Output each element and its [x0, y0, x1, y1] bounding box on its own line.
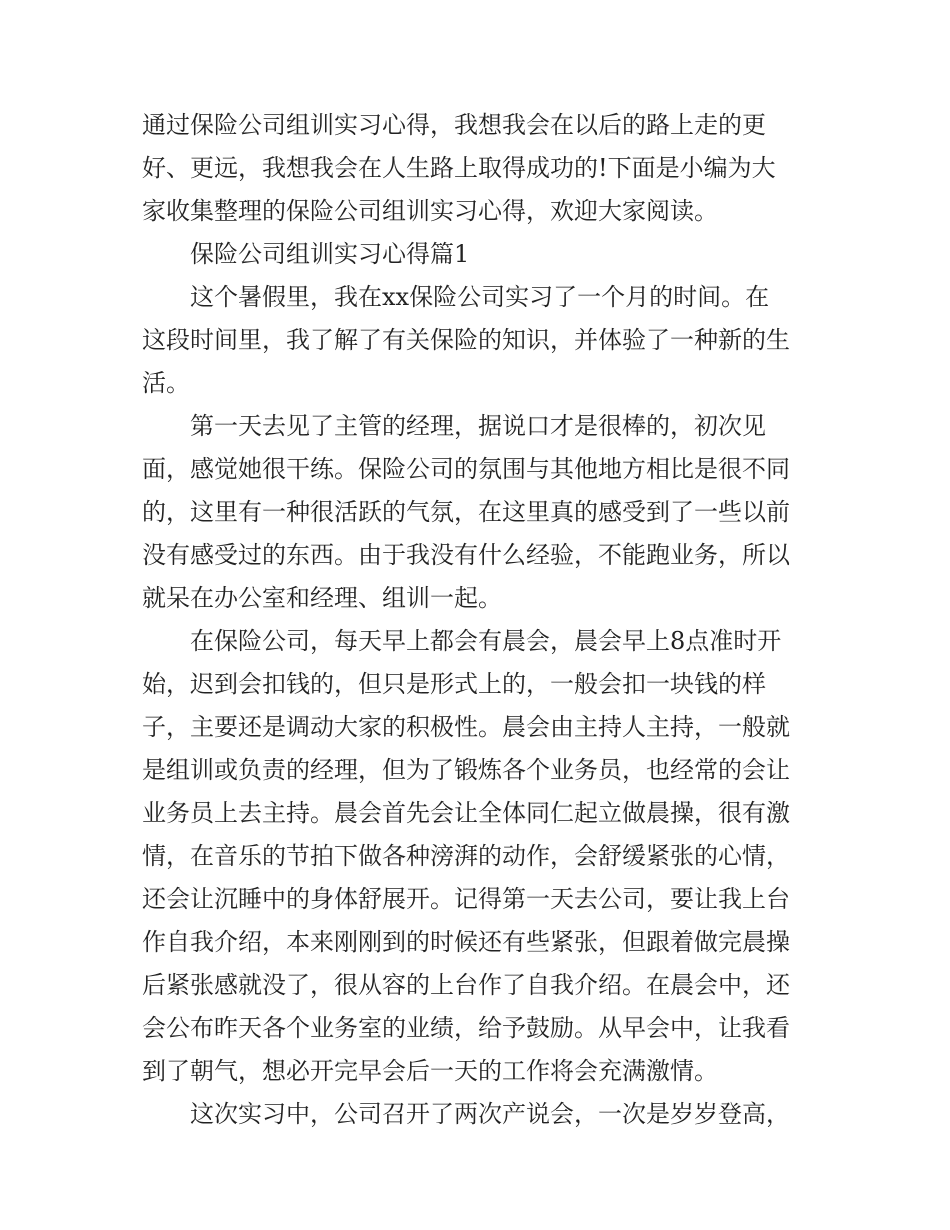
paragraph-3-line-9: 后紧张感就没了，很从容的上台作了自我介绍。在晨会中，还: [142, 971, 790, 999]
paragraph-3-line-2: 始，迟到会扣钱的，但只是形式上的，一般会扣一块钱的样: [142, 670, 766, 698]
paragraph-1-line-3: 活。: [142, 369, 190, 397]
paragraph-4-line-1: 这次实习中，公司召开了两次产说会，一次是岁岁登高，: [190, 1100, 790, 1128]
paragraph-3-line-1: 在保险公司，每天早上都会有晨会，晨会早上8点准时开: [190, 627, 782, 655]
paragraph-2-line-4: 没有感受过的东西。由于我没有什么经验，不能跑业务，所以: [142, 541, 790, 569]
section-heading: 保险公司组训实习心得篇1: [190, 240, 470, 268]
paragraph-3-line-5: 业务员上去主持。晨会首先会让全体同仁起立做晨操，很有激: [142, 799, 790, 827]
document-body: [142, 104, 814, 1136]
paragraph-3-line-3: 子，主要还是调动大家的积极性。晨会由主持人主持，一般就: [142, 713, 790, 741]
paragraph-3-line-6: 情，在音乐的节拍下做各种滂湃的动作，会舒缓紧张的心情，: [142, 842, 790, 870]
paragraph-3-line-8: 作自我介绍，本来刚刚到的时候还有些紧张，但跟着做完晨操: [142, 928, 790, 956]
paragraph-3-line-10: 会公布昨天各个业务室的业绩，给予鼓励。从早会中，让我看: [142, 1014, 790, 1042]
paragraph-1-line-1: 这个暑假里，我在xx保险公司实习了一个月的时间。在: [190, 283, 770, 311]
intro-line-3: 家收集整理的保险公司组训实习心得，欢迎大家阅读。: [142, 197, 718, 225]
paragraph-3-line-7: 还会让沉睡中的身体舒展开。记得第一天去公司，要让我上台: [142, 885, 790, 913]
paragraph-2-line-3: 的，这里有一种很活跃的气氛，在这里真的感受到了一些以前: [142, 498, 790, 526]
intro-line-1: 通过保险公司组训实习心得，我想我会在以后的路上走的更: [142, 111, 766, 139]
paragraph-1-line-2: 这段时间里，我了解了有关保险的知识，并体验了一种新的生: [142, 326, 790, 354]
paragraph-2-line-5: 就呆在办公室和经理、组训一起。: [142, 584, 502, 612]
paragraph-2-line-1: 第一天去见了主管的经理，据说口才是很棒的，初次见: [190, 412, 766, 440]
paragraph-3-line-11: 到了朝气，想必开完早会后一天的工作将会充满激情。: [142, 1057, 718, 1085]
paragraph-3-line-4: 是组训或负责的经理，但为了锻炼各个业务员，也经常的会让: [142, 756, 790, 784]
paragraph-2-line-2: 面，感觉她很干练。保险公司的氛围与其他地方相比是很不同: [142, 455, 790, 483]
intro-line-2: 好、更远，我想我会在人生路上取得成功的!下面是小编为大: [142, 154, 776, 182]
